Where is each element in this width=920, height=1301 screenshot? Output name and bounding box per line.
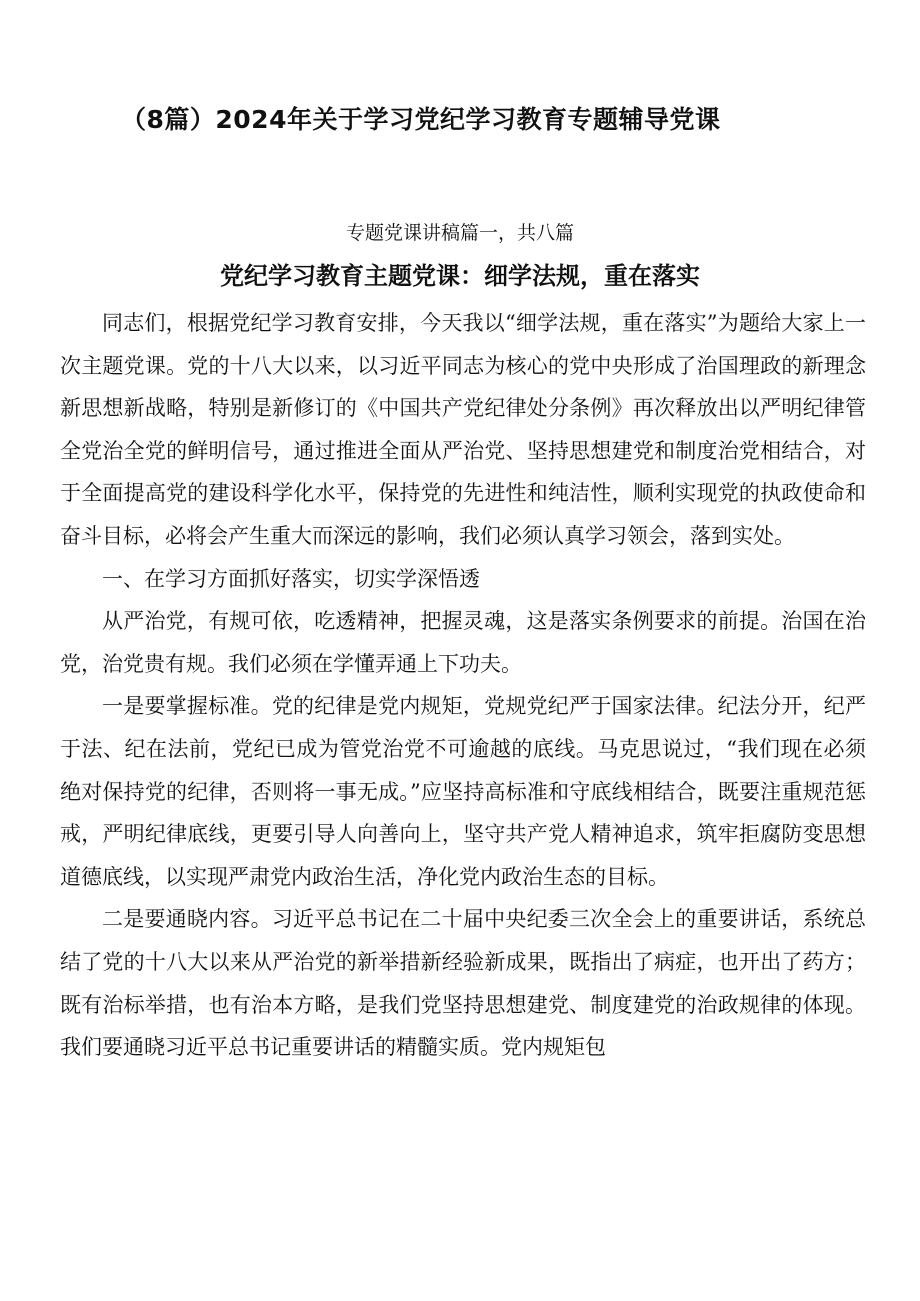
body-text (60, 302, 866, 1069)
body-paragraph: 二是要通晓内容。习近平总书记在二十届中央纪委三次全会上的重要讲话，系统总结了党的十八大以来从严治党的新举措新经验新成果，既指出了病症，也开出了药方；既有治标举措，也有治本方略，是我们党坚持思想建党、制度建党的治政规律的体现。我们要通晓习近平总书记重要讲话的精髓实质。党内规矩包 (60, 907, 866, 1060)
body-paragraph: 从严治党，有规可依，吃透精神，把握灵魂，这是落实条例要求的前提。治国在治党，治党贵有规。我们必须在学懂弄通上下功夫。 (60, 609, 866, 676)
body-paragraph: 同志们，根据党纪学习教育安排，今天我以“细学法规，重在落实”为题给大家上一次主题党课。党的十八大以来，以习近平同志为核心的党中央形成了治国理政的新理念新思想新战略，特别是新修订的《中国共产党纪律处分条例》再次释放出以严明纪律管全党治全党的鲜明信号，通过推进全面从严治党、坚持思想建党和制度治党相结合，对于全面提高党的建设科学化水平，保持党的先进性和纯洁性，顺利实现党的执政使命和奋斗目标，必将会产生重大而深远的影响，我们必须认真学习领会，落到实处。 (60, 311, 866, 548)
section-subtitle: 专题党课讲稿篇一，共八篇 (345, 222, 574, 244)
document-title: （8篇）2024年关于学习党纪学习教育专题辅导党课 (121, 105, 721, 134)
section-title: 党纪学习教育主题党课：细学法规，重在落实 (220, 262, 700, 290)
body-paragraph: 一是要掌握标准。党的纪律是党内规矩，党规党纪严于国家法律。纪法分开，纪严于法、纪在法前，党纪已成为管党治党不可逾越的底线。马克思说过，“我们现在必须绝对保持党的纪律，否则将一事无成。”应坚持高标准和守底线相结合，既要注重规范惩戒，严明纪律底线，更要引导人向善向上，坚守共产党人精神追求，筑牢拒腐防变思想道德底线，以实现严肃党内政治生活，净化党内政治生态的目标。 (60, 694, 866, 889)
heading-paragraph: 一、在学习方面抓好落实，切实学深悟透 (102, 566, 480, 591)
